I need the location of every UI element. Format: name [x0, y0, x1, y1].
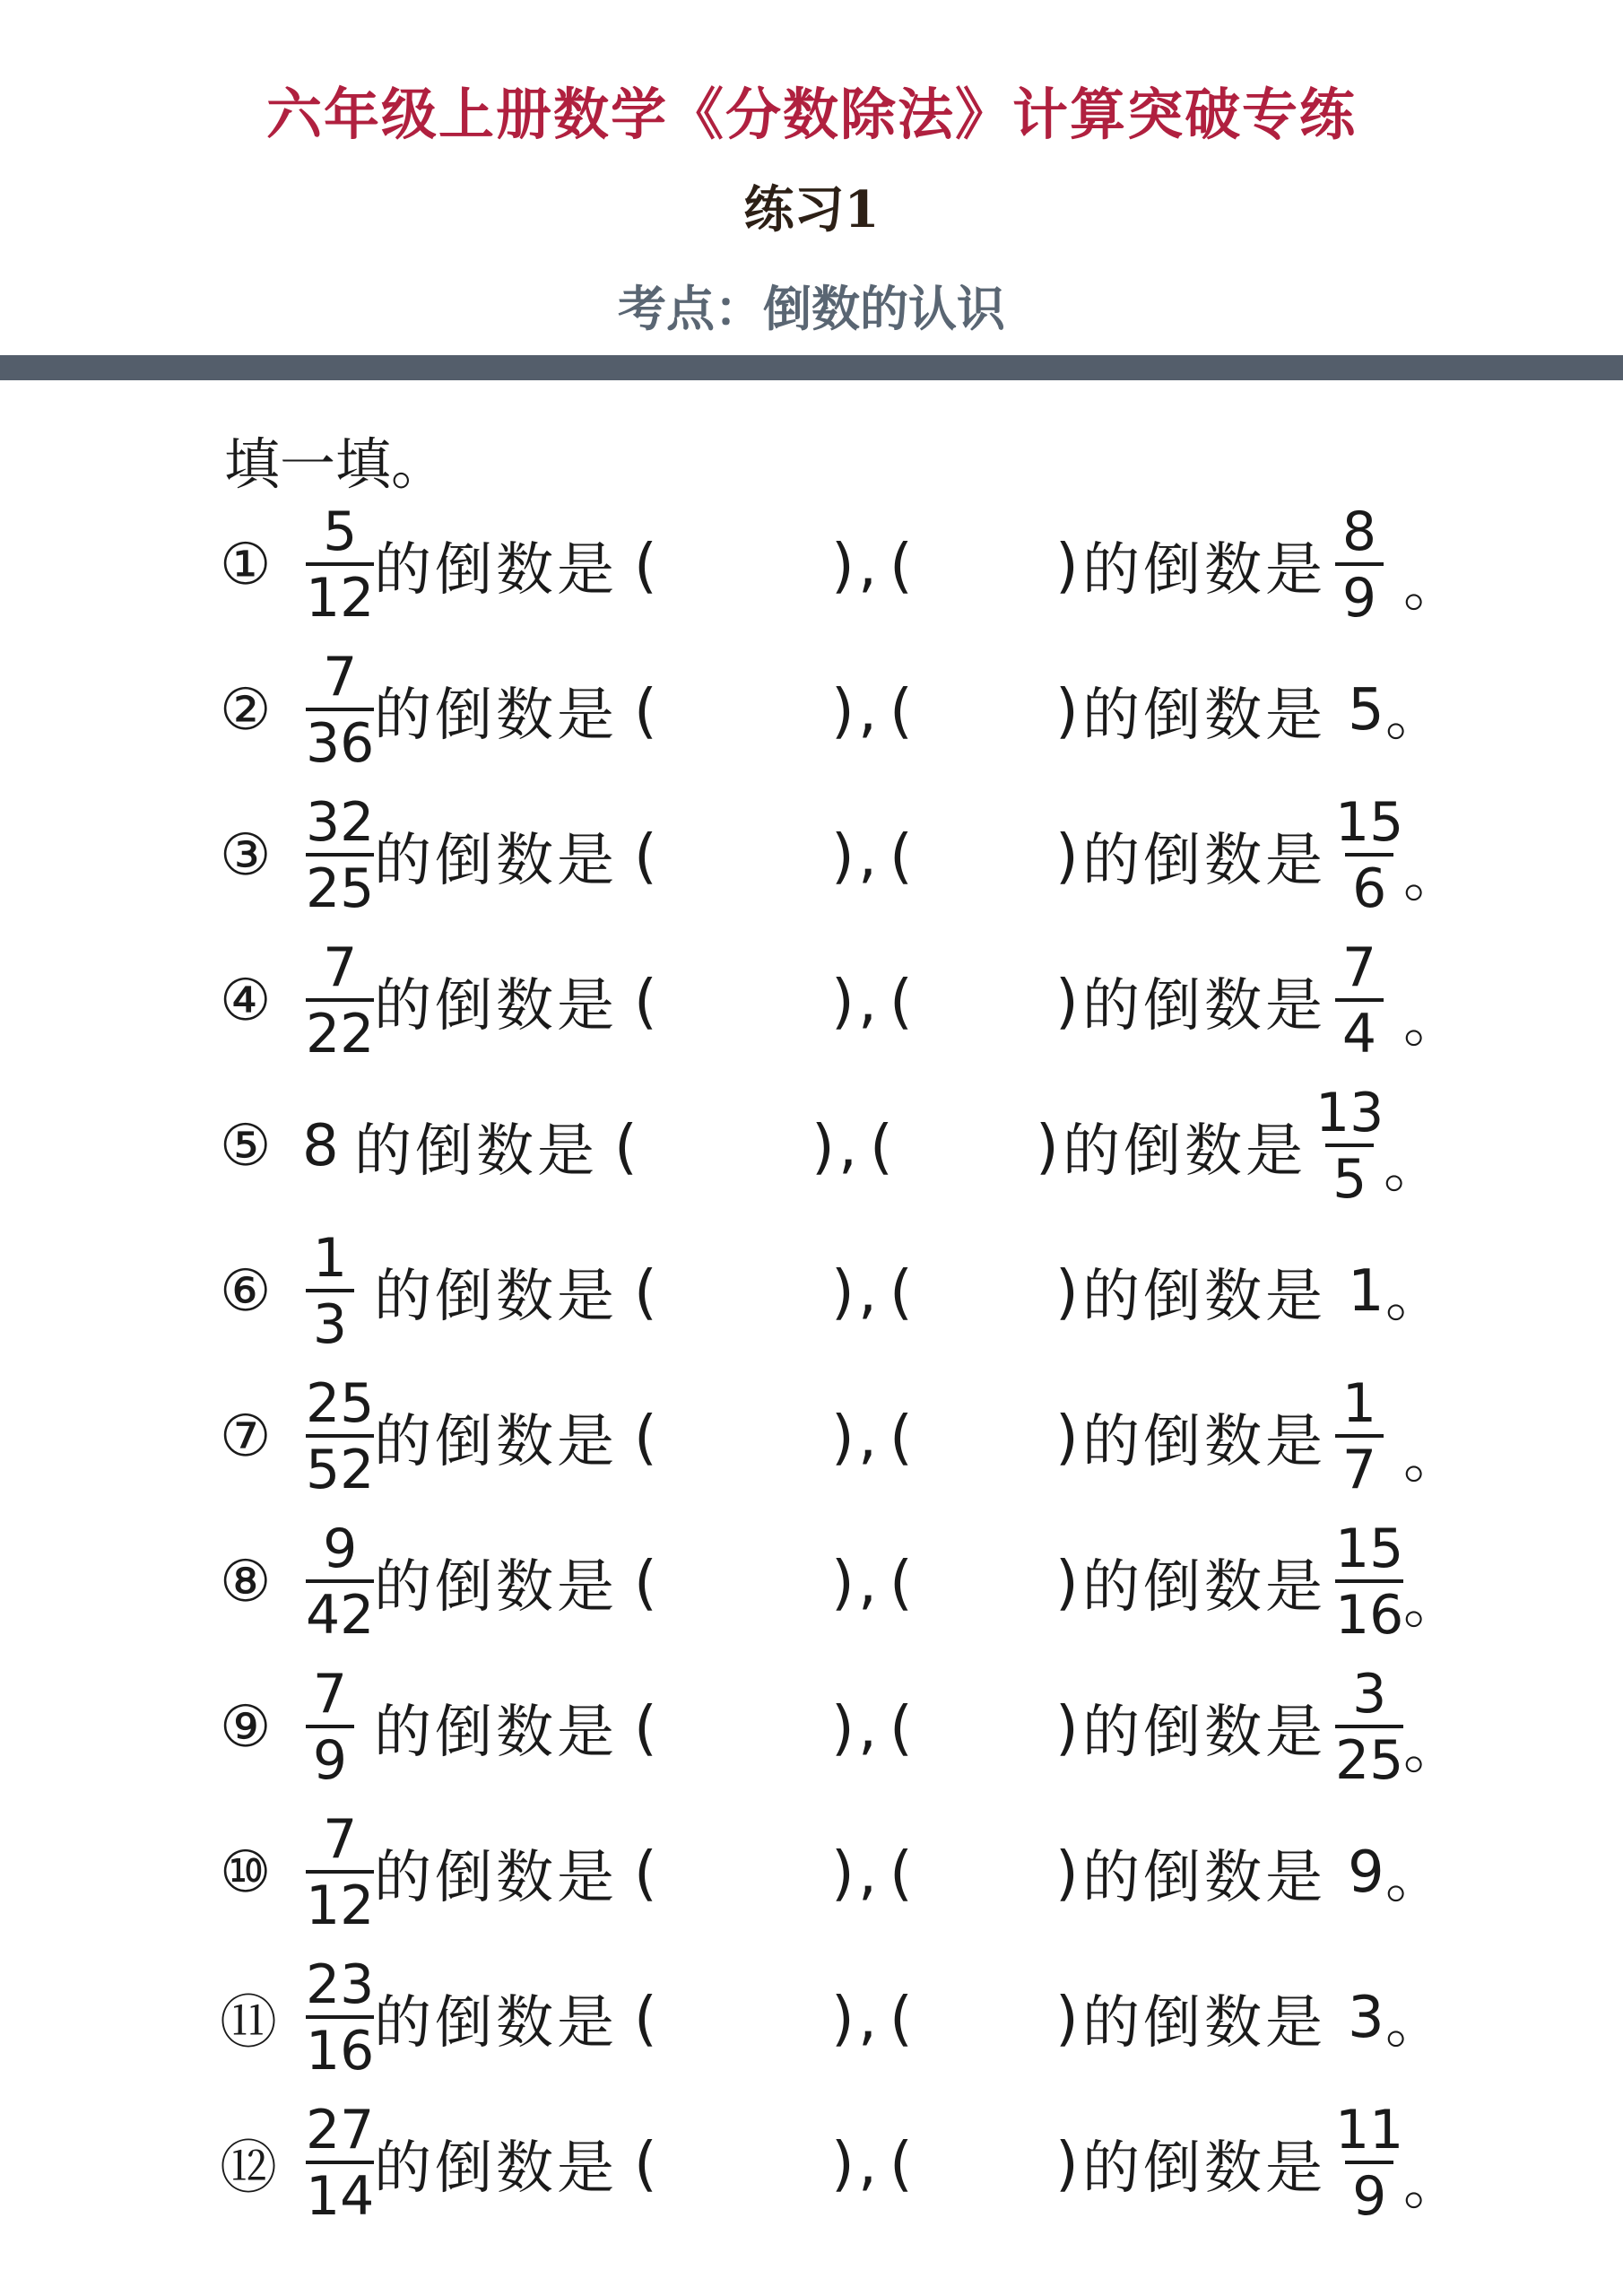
answer-blank-open: (: [634, 966, 657, 1036]
period: 。: [1403, 1570, 1461, 1637]
answer-blank-1[interactable]: [661, 498, 822, 632]
given-value: [302, 1951, 378, 2085]
answer-blank-2[interactable]: [916, 2096, 1051, 2231]
given-value-numerator: 23: [306, 1953, 375, 2016]
answer-blank-open: (: [634, 1547, 657, 1617]
problem-number: ④: [220, 968, 272, 1034]
given-value-denominator: 12: [306, 1870, 374, 1933]
exercise-subtitle: 练习1: [743, 180, 880, 239]
problem-number: ⑤: [220, 1113, 272, 1179]
answer-blank-1[interactable]: [661, 1370, 822, 1504]
problem-number: ⑨: [220, 1694, 272, 1761]
target-value: [1312, 1079, 1387, 1213]
target-value: [1332, 498, 1387, 632]
period: 。: [1403, 989, 1461, 1056]
problem-row: [220, 498, 1475, 632]
answer-blank-close: ): [1055, 1692, 1079, 1762]
target-value-denominator: 6: [1345, 853, 1393, 916]
answer-blank-1[interactable]: [661, 643, 822, 778]
answer-blank-close: ): [831, 1838, 855, 1908]
given-value-whole: 8: [302, 1113, 339, 1179]
target-value-numerator: 13: [1315, 1082, 1384, 1144]
comma: ,: [858, 1983, 877, 2053]
target-value: [1348, 1805, 1384, 1940]
answer-blank-2[interactable]: [916, 1660, 1051, 1795]
problem-number: ②: [220, 677, 272, 744]
reciprocal-phrase: 的倒数是: [374, 1264, 618, 1330]
answer-blank-close: ): [1055, 530, 1079, 600]
period: 。: [1385, 1990, 1443, 2057]
answer-blank-2[interactable]: [897, 1079, 1031, 1213]
given-value-fraction: [302, 646, 378, 775]
worksheet-title: 六年级上册数学《分数除法》计算突破专练: [265, 82, 1357, 147]
period: 。: [1385, 683, 1443, 749]
reciprocal-phrase: 的倒数是: [374, 2135, 618, 2202]
target-value: [1348, 643, 1384, 778]
given-value: [302, 1515, 378, 1649]
problem-row: [220, 2096, 1475, 2231]
reciprocal-phrase: 的倒数是: [1082, 2135, 1326, 2202]
target-value-fraction: [1332, 1372, 1387, 1501]
answer-blank-open: (: [634, 1257, 657, 1326]
answer-blank-open: (: [890, 1547, 913, 1617]
period: 。: [1403, 1716, 1461, 1782]
answer-blank-close: ): [1055, 1402, 1079, 1472]
target-value-fraction: [1332, 936, 1387, 1065]
given-value: [302, 1660, 358, 1795]
reciprocal-phrase: 的倒数是: [1082, 1554, 1326, 1621]
target-value-whole: 3: [1348, 1985, 1384, 2051]
given-value-fraction: [302, 936, 378, 1065]
period: 。: [1403, 844, 1461, 910]
problem-row: [220, 1805, 1475, 1940]
answer-blank-1[interactable]: [661, 2096, 822, 2231]
period: 。: [1385, 1845, 1443, 1911]
period: 。: [1385, 1264, 1443, 1330]
comma: ,: [858, 1838, 877, 1908]
reciprocal-phrase: 的倒数是: [374, 537, 618, 604]
answer-blank-open: (: [614, 1111, 638, 1181]
answer-blank-1[interactable]: [661, 1515, 822, 1649]
answer-blank-open: (: [890, 530, 913, 600]
answer-blank-close: ): [1055, 966, 1079, 1036]
given-value-denominator: 12: [306, 562, 374, 625]
given-value-numerator: 7: [323, 1808, 358, 1871]
answer-blank-2[interactable]: [916, 1224, 1051, 1359]
comma: ,: [858, 966, 877, 1036]
target-value-fraction: [1332, 1663, 1407, 1792]
given-value: [302, 1224, 358, 1359]
answer-blank-open: (: [890, 1838, 913, 1908]
problem-row: [220, 1370, 1475, 1504]
given-value-denominator: 52: [306, 1434, 374, 1497]
answer-blank-open: (: [890, 966, 913, 1036]
answer-blank-close: ): [831, 2128, 855, 2198]
reciprocal-phrase: 的倒数是: [1082, 1845, 1326, 1911]
answer-blank-close: ): [831, 1547, 855, 1617]
comma: ,: [858, 1547, 877, 1617]
target-value-denominator: 7: [1335, 1434, 1384, 1497]
problem-number: ⑥: [220, 1258, 272, 1325]
problem-row: [220, 1079, 1475, 1213]
target-value-numerator: 1: [1341, 1372, 1377, 1435]
target-value: [1348, 1951, 1384, 2085]
answer-blank-open: (: [890, 1692, 913, 1762]
answer-blank-close: ): [1036, 1111, 1059, 1181]
answer-blank-open: (: [870, 1111, 893, 1181]
answer-blank-close: ): [831, 1983, 855, 2053]
comma: ,: [858, 1692, 877, 1762]
problem-number: ⑩: [220, 1839, 272, 1906]
given-value-fraction: [302, 1663, 358, 1792]
reciprocal-phrase: 的倒数是: [374, 1409, 618, 1475]
target-value-whole: 5: [1348, 677, 1384, 744]
target-value-numerator: 11: [1335, 2099, 1404, 2161]
problem-number: ⑦: [220, 1404, 272, 1470]
given-value-numerator: 9: [323, 1518, 358, 1580]
reciprocal-phrase: 的倒数是: [374, 1845, 618, 1911]
given-value-denominator: 22: [306, 998, 374, 1061]
comma: ,: [858, 821, 877, 891]
given-value: [302, 498, 378, 632]
problem-row: [220, 1951, 1475, 2085]
given-value: [302, 1805, 378, 1940]
period: 。: [1403, 553, 1461, 620]
given-value-numerator: 7: [312, 1663, 348, 1726]
answer-blank-open: (: [634, 675, 657, 745]
answer-blank-1[interactable]: [661, 1805, 822, 1940]
given-value: [302, 643, 378, 778]
target-value-numerator: 3: [1352, 1663, 1387, 1726]
answer-blank-open: (: [634, 1402, 657, 1472]
answer-blank-open: (: [890, 821, 913, 891]
answer-blank-2[interactable]: [916, 1951, 1051, 2085]
target-value: [1332, 934, 1387, 1068]
given-value: [302, 934, 378, 1068]
comma: ,: [858, 675, 877, 745]
reciprocal-phrase: 的倒数是: [1082, 828, 1326, 894]
reciprocal-phrase: 的倒数是: [1082, 1409, 1326, 1475]
target-value: [1332, 1515, 1407, 1649]
target-value: [1332, 1370, 1387, 1504]
answer-blank-open: (: [634, 530, 657, 600]
given-value-numerator: 1: [312, 1227, 348, 1290]
answer-blank-close: ): [1055, 675, 1079, 745]
reciprocal-phrase: 的倒数是: [374, 1700, 618, 1766]
given-value-denominator: 42: [306, 1579, 374, 1642]
answer-blank-open: (: [890, 1402, 913, 1472]
header-divider: [0, 355, 1623, 380]
problem-row: [220, 1224, 1475, 1359]
reciprocal-phrase: 的倒数是: [374, 1990, 618, 2057]
given-value-fraction: [302, 1372, 378, 1501]
answer-blank-close: ): [831, 1257, 855, 1326]
answer-blank-open: (: [634, 1692, 657, 1762]
target-value: [1332, 1660, 1407, 1795]
answer-blank-1[interactable]: [661, 1951, 822, 2085]
target-value-numerator: 8: [1341, 500, 1377, 563]
given-value-denominator: 16: [306, 2015, 374, 2078]
problem-row: [220, 788, 1475, 923]
problem-row: [220, 1515, 1475, 1649]
target-value-numerator: 15: [1335, 791, 1404, 854]
given-value-fraction: [302, 500, 378, 630]
answer-blank-1[interactable]: [641, 1079, 803, 1213]
topic-label: 考点：倒数的认识: [618, 280, 1005, 337]
given-value: [302, 788, 378, 923]
target-value: [1332, 788, 1407, 923]
target-value-denominator: 16: [1335, 1579, 1403, 1642]
problem-number: ③: [220, 822, 272, 889]
answer-blank-open: (: [634, 2128, 657, 2198]
target-value-fraction: [1332, 2099, 1407, 2228]
given-value-fraction: [302, 1518, 378, 1647]
answer-blank-open: (: [890, 2128, 913, 2198]
reciprocal-phrase: 的倒数是: [1082, 683, 1326, 749]
answer-blank-open: (: [634, 821, 657, 891]
target-value-whole: 1: [1348, 1258, 1384, 1325]
given-value-denominator: 25: [306, 853, 374, 916]
target-value-fraction: [1312, 1082, 1387, 1211]
problem-row: [220, 1660, 1475, 1795]
given-value-denominator: 36: [306, 708, 374, 770]
target-value-denominator: 4: [1335, 998, 1384, 1061]
target-value-numerator: 15: [1335, 1518, 1404, 1580]
given-value-denominator: 3: [306, 1289, 354, 1352]
given-value-fraction: [302, 2099, 378, 2228]
target-value: [1332, 2096, 1407, 2231]
problem-number: ⑪: [220, 1990, 277, 2057]
answer-blank-1[interactable]: [661, 788, 822, 923]
given-value-numerator: 7: [323, 936, 358, 999]
answer-blank-open: (: [890, 1983, 913, 2053]
given-value-fraction: [302, 1953, 378, 2083]
reciprocal-phrase: 的倒数是: [1082, 1264, 1326, 1330]
target-value-denominator: 9: [1345, 2161, 1393, 2223]
answer-blank-2[interactable]: [916, 788, 1051, 923]
answer-blank-open: (: [890, 1257, 913, 1326]
answer-blank-close: ): [1055, 1547, 1079, 1617]
target-value-denominator: 9: [1335, 562, 1384, 625]
answer-blank-2[interactable]: [916, 643, 1051, 778]
reciprocal-phrase: 的倒数是: [354, 1118, 598, 1185]
given-value-numerator: 32: [306, 791, 375, 854]
answer-blank-close: ): [1055, 2128, 1079, 2198]
comma: ,: [858, 1402, 877, 1472]
answer-blank-2[interactable]: [916, 498, 1051, 632]
answer-blank-close: ): [1055, 821, 1079, 891]
target-value-denominator: 5: [1325, 1144, 1374, 1206]
given-value-denominator: 14: [306, 2161, 374, 2223]
given-value-numerator: 7: [323, 646, 358, 709]
comma: ,: [838, 1111, 857, 1181]
answer-blank-2[interactable]: [916, 1515, 1051, 1649]
period: 。: [1403, 2152, 1461, 2218]
period: 。: [1403, 1425, 1461, 1492]
answer-blank-2[interactable]: [916, 1805, 1051, 1940]
reciprocal-phrase: 的倒数是: [374, 973, 618, 1039]
given-value: [302, 1370, 378, 1504]
answer-blank-close: ): [831, 530, 855, 600]
given-value-fraction: [302, 1227, 358, 1356]
target-value-numerator: 7: [1341, 936, 1377, 999]
given-value-numerator: 27: [306, 2099, 375, 2161]
answer-blank-open: (: [634, 1838, 657, 1908]
given-value-numerator: 25: [306, 1372, 375, 1435]
problem-row: [220, 643, 1475, 778]
target-value-fraction: [1332, 500, 1387, 630]
problem-number: ⑫: [220, 2135, 277, 2202]
problem-row: [220, 934, 1475, 1068]
answer-blank-1[interactable]: [661, 1224, 822, 1359]
answer-blank-2[interactable]: [916, 1370, 1051, 1504]
reciprocal-phrase: 的倒数是: [374, 828, 618, 894]
reciprocal-phrase: 的倒数是: [374, 1554, 618, 1621]
reciprocal-phrase: 的倒数是: [1082, 1990, 1326, 2057]
period: 。: [1384, 1135, 1441, 1201]
answer-blank-2[interactable]: [916, 934, 1051, 1068]
answer-blank-1[interactable]: [661, 1660, 822, 1795]
answer-blank-close: ): [812, 1111, 835, 1181]
given-value-numerator: 5: [323, 500, 358, 563]
answer-blank-close: ): [831, 1402, 855, 1472]
answer-blank-close: ): [831, 675, 855, 745]
answer-blank-open: (: [634, 1983, 657, 2053]
given-value-fraction: [302, 791, 378, 920]
answer-blank-close: ): [1055, 1838, 1079, 1908]
comma: ,: [858, 530, 877, 600]
comma: ,: [858, 2128, 877, 2198]
answer-blank-close: ): [831, 966, 855, 1036]
answer-blank-close: ): [1055, 1257, 1079, 1326]
given-value-fraction: [302, 1808, 378, 1937]
comma: ,: [858, 1257, 877, 1326]
problem-number: ①: [220, 532, 272, 598]
problem-number: ⑧: [220, 1549, 272, 1615]
reciprocal-phrase: 的倒数是: [1063, 1118, 1306, 1185]
given-value-denominator: 9: [306, 1725, 354, 1787]
target-value-whole: 9: [1348, 1839, 1384, 1906]
target-value-denominator: 25: [1335, 1725, 1403, 1787]
instruction-text: 填一填。: [224, 431, 447, 497]
target-value-fraction: [1332, 1518, 1407, 1647]
answer-blank-1[interactable]: [661, 934, 822, 1068]
target-value-fraction: [1332, 791, 1407, 920]
reciprocal-phrase: 的倒数是: [1082, 973, 1326, 1039]
answer-blank-close: ): [831, 821, 855, 891]
given-value: [302, 1079, 339, 1213]
answer-blank-close: ): [831, 1692, 855, 1762]
answer-blank-close: ): [1055, 1983, 1079, 2053]
given-value: [302, 2096, 378, 2231]
reciprocal-phrase: 的倒数是: [374, 683, 618, 749]
target-value: [1348, 1224, 1384, 1359]
answer-blank-open: (: [890, 675, 913, 745]
reciprocal-phrase: 的倒数是: [1082, 537, 1326, 604]
reciprocal-phrase: 的倒数是: [1082, 1700, 1326, 1766]
